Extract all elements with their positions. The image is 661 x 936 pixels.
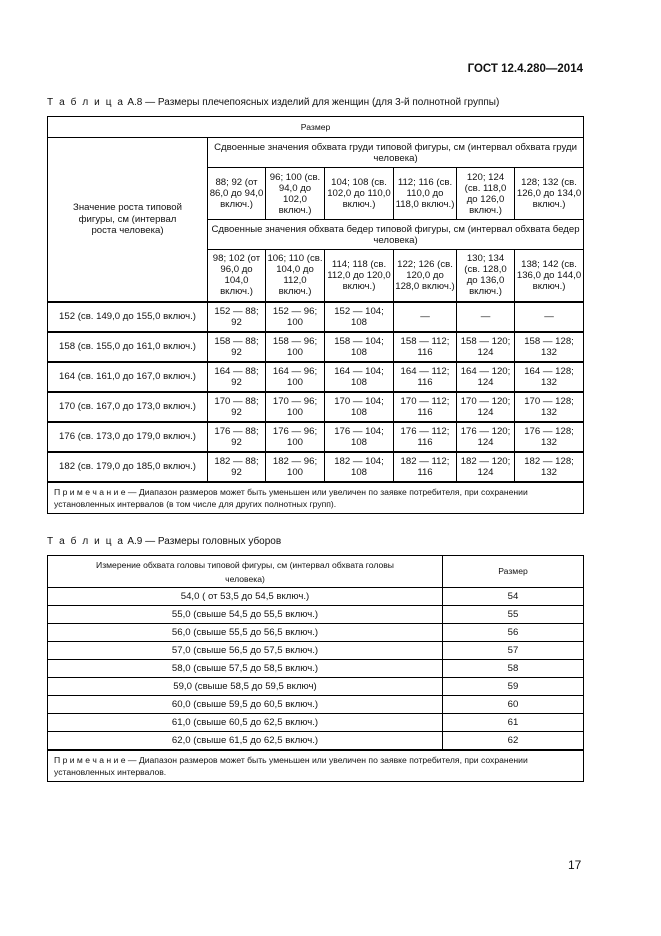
range-cell: 55,0 (свыше 54,5 до 55,5 включ.)	[48, 606, 443, 624]
table-row	[48, 678, 584, 696]
range-cell: 57,0 (свыше 56,5 до 57,5 включ.)	[48, 642, 443, 660]
size-cell: 54	[443, 588, 584, 606]
height-cell: 158 (св. 155,0 до 161,0 включ.)	[48, 332, 208, 362]
size-header: Размер	[48, 117, 584, 138]
range-cell: 61,0 (свыше 60,5 до 62,5 включ.)	[48, 714, 443, 732]
hip-col: 114; 118 (св. 112,0 до 120,0 включ.)	[325, 250, 394, 302]
size-cell: 170 — 112; 116	[394, 392, 457, 422]
table-row	[48, 714, 584, 732]
size-cell: 152 — 88; 92	[208, 302, 266, 332]
size-cell: 164 — 88; 92	[208, 362, 266, 392]
row-header: Значение роста типовой фигуры, см (интервал роста человека)	[48, 138, 208, 302]
size-cell: 176 — 112; 116	[394, 422, 457, 452]
size-cell: 182 — 120; 124	[457, 452, 515, 482]
height-cell: 152 (св. 149,0 до 155,0 включ.)	[48, 302, 208, 332]
caption-prefix: Т а б л и ц а	[47, 536, 125, 547]
table-row	[48, 588, 584, 606]
size-cell: 164 — 104; 108	[325, 362, 394, 392]
table-a9-caption	[47, 536, 281, 547]
size-cell: 170 — 128; 132	[515, 392, 584, 422]
table-a9-note: П р и м е ч а н и е — Диапазон размеров может быть уменьшен или увеличен по заявке потребителя, при сохранении установленных интервалов.	[48, 750, 584, 782]
size-cell: 182 — 104; 108	[325, 452, 394, 482]
size-cell: 164 — 128; 132	[515, 362, 584, 392]
table-row	[48, 362, 584, 392]
caption-text: А.9 — Размеры головных уборов	[124, 536, 282, 547]
caption-prefix: Т а б л и ц а	[47, 97, 125, 108]
size-cell: —	[457, 302, 515, 332]
table-row	[48, 696, 584, 714]
size-cell: 61	[443, 714, 584, 732]
hip-col: 106; 110 (св. 104,0 до 112,0 включ.)	[266, 250, 325, 302]
table-row	[48, 452, 584, 482]
size-cell: 170 — 120; 124	[457, 392, 515, 422]
chest-col: 96; 100 (св. 94,0 до 102,0 включ.)	[266, 168, 325, 220]
size-cell: —	[394, 302, 457, 332]
hip-col: 130; 134 (св. 128,0 до 136,0 включ.)	[457, 250, 515, 302]
size-cell: 182 — 128; 132	[515, 452, 584, 482]
table-a8	[47, 116, 584, 514]
size-cell: 182 — 96; 100	[266, 452, 325, 482]
table-row	[48, 642, 584, 660]
size-cell: 182 — 112; 116	[394, 452, 457, 482]
size-cell: 176 — 88; 92	[208, 422, 266, 452]
table-row	[48, 732, 584, 751]
table-row	[48, 660, 584, 678]
range-cell: 60,0 (свыше 59,5 до 60,5 включ.)	[48, 696, 443, 714]
hip-col: 122; 126 (св. 120,0 до 128,0 включ.)	[394, 250, 457, 302]
size-cell: 158 — 120; 124	[457, 332, 515, 362]
caption-text: А.8 — Размеры плечепоясных изделий для женщин (для 3-й полнотной группы)	[124, 97, 500, 108]
size-cell: 176 — 104; 108	[325, 422, 394, 452]
size-cell: 158 — 112; 116	[394, 332, 457, 362]
hip-col: 138; 142 (св. 136,0 до 144,0 включ.)	[515, 250, 584, 302]
chest-col: 104; 108 (св. 102,0 до 110,0 включ.)	[325, 168, 394, 220]
size-cell: 152 — 96; 100	[266, 302, 325, 332]
hip-header: Сдвоенные значения обхвата бедер типовой фигуры, см (интервал обхвата бедер человека)	[208, 220, 584, 250]
size-cell: 164 — 120; 124	[457, 362, 515, 392]
document-id: ГОСТ 12.4.280—2014	[467, 63, 583, 75]
size-cell: 56	[443, 624, 584, 642]
page-number: 17	[568, 858, 582, 872]
range-cell: 59,0 (свыше 58,5 до 59,5 включ)	[48, 678, 443, 696]
range-cell: 54,0 ( от 53,5 до 54,5 включ.)	[48, 588, 443, 606]
chest-col: 112; 116 (св. 110,0 до 118,0 включ.)	[394, 168, 457, 220]
size-cell: 170 — 96; 100	[266, 392, 325, 422]
hip-col: 98; 102 (от 96,0 до 104,0 включ.)	[208, 250, 266, 302]
size-cell: 55	[443, 606, 584, 624]
range-cell: 56,0 (свыше 55,5 до 56,5 включ.)	[48, 624, 443, 642]
size-cell: 58	[443, 660, 584, 678]
table-row	[48, 606, 584, 624]
size-cell: 176 — 96; 100	[266, 422, 325, 452]
table-a9	[47, 555, 584, 782]
size-cell: 164 — 96; 100	[266, 362, 325, 392]
table-row	[48, 392, 584, 422]
size-cell: 57	[443, 642, 584, 660]
size-cell: 152 — 104; 108	[325, 302, 394, 332]
range-cell: 62,0 (свыше 61,5 до 62,5 включ.)	[48, 732, 443, 751]
size-cell: 170 — 88; 92	[208, 392, 266, 422]
size-cell: 158 — 88; 92	[208, 332, 266, 362]
height-cell: 176 (св. 173,0 до 179,0 включ.)	[48, 422, 208, 452]
size-cell: —	[515, 302, 584, 332]
table-a8-note: П р и м е ч а н и е — Диапазон размеров может быть уменьшен или увеличен по заявке потребителя, при сохранении установленных интервалов (в том числе для других полнотных групп).	[48, 482, 584, 514]
table-row	[48, 422, 584, 452]
size-cell: 158 — 128; 132	[515, 332, 584, 362]
size-cell: 182 — 88; 92	[208, 452, 266, 482]
height-cell: 164 (св. 161,0 до 167,0 включ.)	[48, 362, 208, 392]
chest-col: 128; 132 (св. 126,0 до 134,0 включ.)	[515, 168, 584, 220]
range-cell: 58,0 (свыше 57,5 до 58,5 включ.)	[48, 660, 443, 678]
size-header: Размер	[443, 556, 584, 588]
size-cell: 62	[443, 732, 584, 751]
chest-col: 120; 124 (св. 118,0 до 126,0 включ.)	[457, 168, 515, 220]
table-row	[48, 302, 584, 332]
size-cell: 60	[443, 696, 584, 714]
table-row	[48, 624, 584, 642]
chest-col: 88; 92 (от 86,0 до 94,0 включ.)	[208, 168, 266, 220]
size-cell: 164 — 112; 116	[394, 362, 457, 392]
size-cell: 176 — 128; 132	[515, 422, 584, 452]
table-row	[48, 332, 584, 362]
chest-header: Сдвоенные значения обхвата груди типовой фигуры, см (интервал обхвата груди человека)	[208, 138, 584, 168]
table-a8-caption	[47, 97, 499, 108]
height-cell: 170 (св. 167,0 до 173,0 включ.)	[48, 392, 208, 422]
height-cell: 182 (св. 179,0 до 185,0 включ.)	[48, 452, 208, 482]
size-cell: 158 — 104; 108	[325, 332, 394, 362]
size-cell: 176 — 120; 124	[457, 422, 515, 452]
size-cell: 170 — 104; 108	[325, 392, 394, 422]
size-cell: 158 — 96; 100	[266, 332, 325, 362]
size-cell: 59	[443, 678, 584, 696]
head-circumference-header: Измерение обхвата головы типовой фигуры, см (интервал обхвата головы человека)	[48, 556, 443, 588]
